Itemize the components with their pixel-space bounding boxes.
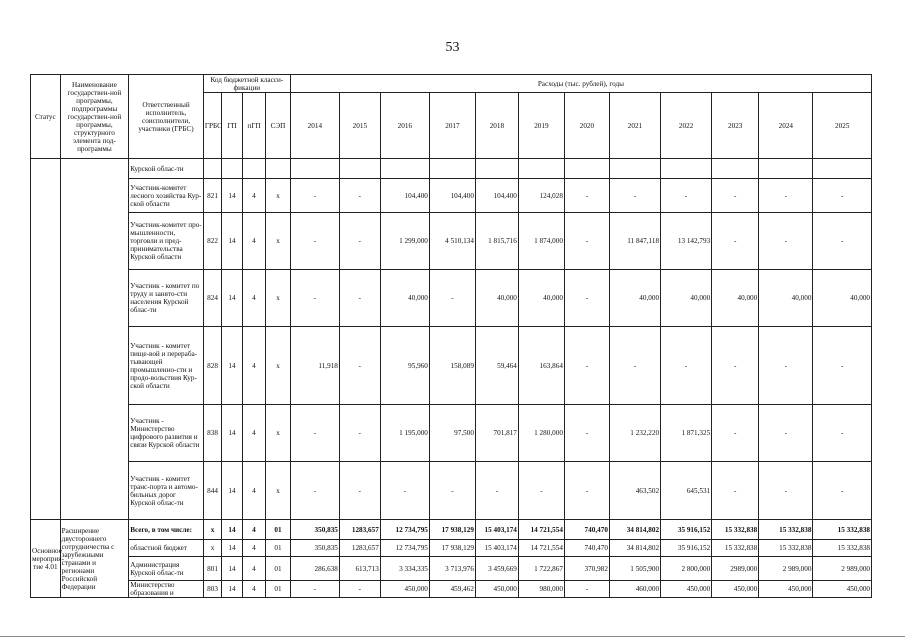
value-cell: 1 280,000 [518, 405, 564, 462]
value-cell: 1 505,900 [609, 557, 660, 581]
value-cell: - [712, 462, 759, 520]
value-cell: 15 403,174 [475, 540, 518, 557]
value-cell: - [759, 327, 813, 405]
value-cell: 645,531 [661, 462, 712, 520]
code-cell: 801 [203, 557, 221, 581]
value-cell: 15 403,174 [475, 520, 518, 540]
responsible-cell: Администрация Курской облас-ти [129, 557, 204, 581]
value-cell [339, 159, 380, 179]
value-cell: - [564, 213, 609, 270]
value-cell: - [339, 270, 380, 327]
code-cell: х [266, 270, 291, 327]
code-cell: 14 [222, 520, 242, 540]
value-cell: - [564, 581, 609, 598]
value-cell: 40,000 [712, 270, 759, 327]
value-cell: 450,000 [712, 581, 759, 598]
value-cell: - [759, 462, 813, 520]
value-cell: - [429, 462, 475, 520]
code-cell [266, 159, 291, 179]
value-cell [518, 159, 564, 179]
value-cell: - [759, 179, 813, 213]
value-cell: 163,864 [518, 327, 564, 405]
code-cell: 14 [222, 270, 242, 327]
value-cell: 459,462 [429, 581, 475, 598]
code-cell: 822 [203, 213, 221, 270]
value-cell: 15 332,838 [759, 520, 813, 540]
value-cell: 59,464 [475, 327, 518, 405]
value-cell: 14 721,554 [518, 540, 564, 557]
value-cell: 1283,657 [339, 540, 380, 557]
measure-row [31, 540, 872, 557]
code-cell: 4 [242, 327, 266, 405]
year-header: 2025 [813, 93, 872, 159]
value-cell: - [712, 405, 759, 462]
value-cell: 2 989,000 [759, 557, 813, 581]
code-cell: х [266, 327, 291, 405]
code-cell: 14 [222, 327, 242, 405]
responsible-cell: Участник-комитет про-мышленности, торговли и пред-принимательства Курской области [129, 213, 204, 270]
status-cell: Основное мероприя-тие 4.01 [31, 520, 61, 598]
responsible-cell: Всего, в том числе: [129, 520, 204, 540]
code-cell: 821 [203, 179, 221, 213]
value-cell: 40,000 [380, 270, 429, 327]
value-cell: 40,000 [661, 270, 712, 327]
value-cell: - [759, 405, 813, 462]
responsible-cell: Участник - Министерство цифрового развития и связи Курской области [129, 405, 204, 462]
value-cell [429, 159, 475, 179]
value-cell: 13 142,793 [661, 213, 712, 270]
value-cell: 350,835 [290, 520, 339, 540]
budget-code-header: Код бюджетной класси-фикации [203, 75, 290, 93]
value-cell: 460,000 [609, 581, 660, 598]
value-cell: - [712, 213, 759, 270]
value-cell: 1 299,000 [380, 213, 429, 270]
value-cell: 104,400 [475, 179, 518, 213]
responsible-cell: Участник - комитет по труду и занято-сти населения Курской облас-ти [129, 270, 204, 327]
value-cell: - [339, 462, 380, 520]
status-cell-empty [31, 159, 61, 520]
value-cell: 15 332,838 [712, 540, 759, 557]
value-cell: - [564, 270, 609, 327]
value-cell: - [339, 405, 380, 462]
value-cell [475, 159, 518, 179]
name-cell: Расширение двустороннего сотрудничества с зарубежными странами и регионами Российской Федерации [60, 520, 129, 598]
value-cell: 613,713 [339, 557, 380, 581]
value-cell: 3 459,669 [475, 557, 518, 581]
value-cell: 104,400 [380, 179, 429, 213]
measure-row [31, 557, 872, 581]
value-cell: - [290, 270, 339, 327]
value-cell: 40,000 [475, 270, 518, 327]
code-cell: 4 [242, 213, 266, 270]
value-cell: 158,089 [429, 327, 475, 405]
value-cell: - [661, 179, 712, 213]
value-cell: 17 938,129 [429, 520, 475, 540]
value-cell: 3 334,335 [380, 557, 429, 581]
value-cell: 97,500 [429, 405, 475, 462]
table-row [31, 159, 872, 179]
value-cell: - [339, 327, 380, 405]
value-cell: 980,000 [518, 581, 564, 598]
value-cell: 15 332,838 [813, 540, 872, 557]
code-header: пГП [242, 93, 266, 159]
value-cell: 11,918 [290, 327, 339, 405]
code-cell: 14 [222, 179, 242, 213]
value-cell: 14 721,554 [518, 520, 564, 540]
responsible-header: Ответственный исполнитель, соисполнители, участники (ГРБС) [129, 75, 204, 159]
table-row [31, 327, 872, 405]
year-header: 2018 [475, 93, 518, 159]
value-cell: - [609, 327, 660, 405]
status-header: Статус [31, 75, 61, 159]
name-header: Наименование государствен-ной программы, подпрограммы государствен-ной программы, структурного элемента под-программы [60, 75, 129, 159]
value-cell: 40,000 [813, 270, 872, 327]
value-cell: 1 722,867 [518, 557, 564, 581]
value-cell: - [339, 581, 380, 598]
value-cell: 17 938,129 [429, 540, 475, 557]
code-cell: 14 [222, 540, 242, 557]
value-cell: - [661, 327, 712, 405]
value-cell: - [759, 213, 813, 270]
value-cell: 40,000 [609, 270, 660, 327]
responsible-cell: Участник - комитет пище-вой и перераба-тывающей промышленно-сти и продо-вольствия Кур-ской области [129, 327, 204, 405]
value-cell: 1 195,000 [380, 405, 429, 462]
value-cell: - [609, 179, 660, 213]
value-cell: - [339, 179, 380, 213]
code-cell: 01 [266, 540, 291, 557]
value-cell: - [339, 213, 380, 270]
code-cell: 4 [242, 557, 266, 581]
expenses-header: Расходы (тыс. рублей), годы [290, 75, 871, 93]
responsible-cell: Участник - комитет транс-порта и автомо-бильных дорог Курской облас-ти [129, 462, 204, 520]
value-cell [290, 159, 339, 179]
value-cell: 2989,000 [712, 557, 759, 581]
code-cell: х [203, 520, 221, 540]
value-cell: 3 713,976 [429, 557, 475, 581]
code-cell: 844 [203, 462, 221, 520]
value-cell: 35 916,152 [661, 520, 712, 540]
value-cell: - [290, 581, 339, 598]
value-cell: 11 847,118 [609, 213, 660, 270]
value-cell: 370,982 [564, 557, 609, 581]
table-row [31, 213, 872, 270]
value-cell: 34 814,802 [609, 540, 660, 557]
page-number: 53 [445, 40, 460, 55]
code-cell: 4 [242, 270, 266, 327]
value-cell: 124,028 [518, 179, 564, 213]
year-header: 2017 [429, 93, 475, 159]
header-row [31, 75, 872, 93]
value-cell: - [290, 179, 339, 213]
code-cell: х [266, 179, 291, 213]
code-cell: 828 [203, 327, 221, 405]
code-cell: 14 [222, 557, 242, 581]
code-header: СЭП [266, 93, 291, 159]
value-cell: - [564, 179, 609, 213]
value-cell: - [813, 327, 872, 405]
table-row [31, 405, 872, 462]
value-cell: 1 232,220 [609, 405, 660, 462]
value-cell: - [475, 462, 518, 520]
value-cell [609, 159, 660, 179]
value-cell: 12 734,795 [380, 540, 429, 557]
year-header: 2019 [518, 93, 564, 159]
value-cell: 1283,657 [339, 520, 380, 540]
code-cell [203, 159, 221, 179]
code-cell: 4 [242, 581, 266, 598]
code-cell: х [203, 540, 221, 557]
value-cell: 12 734,795 [380, 520, 429, 540]
value-cell: 40,000 [759, 270, 813, 327]
value-cell: 95,960 [380, 327, 429, 405]
value-cell: - [564, 405, 609, 462]
value-cell: 350,835 [290, 540, 339, 557]
code-cell: 4 [242, 540, 266, 557]
value-cell [380, 159, 429, 179]
code-cell: 4 [242, 520, 266, 540]
code-cell [242, 159, 266, 179]
value-cell: 15 332,838 [712, 520, 759, 540]
table-row [31, 462, 872, 520]
code-cell: х [266, 462, 291, 520]
code-cell: 14 [222, 213, 242, 270]
value-cell: - [290, 405, 339, 462]
value-cell: 34 814,802 [609, 520, 660, 540]
responsible-cell: Участник-комитет лесного хозяйства Кур-ской области [129, 179, 204, 213]
code-cell: 824 [203, 270, 221, 327]
name-cell-empty [60, 159, 129, 520]
responsible-cell: Курской облас-ти [129, 159, 204, 179]
value-cell [564, 159, 609, 179]
table-row [31, 179, 872, 213]
code-cell: 803 [203, 581, 221, 598]
code-cell: 14 [222, 462, 242, 520]
value-cell: - [290, 462, 339, 520]
value-cell: 35 916,152 [661, 540, 712, 557]
value-cell [759, 159, 813, 179]
value-cell: 463,502 [609, 462, 660, 520]
value-cell: 1 815,716 [475, 213, 518, 270]
value-cell: - [380, 462, 429, 520]
code-cell [222, 159, 242, 179]
year-header: 2022 [661, 93, 712, 159]
value-cell: - [813, 405, 872, 462]
value-cell: 450,000 [813, 581, 872, 598]
code-cell: 4 [242, 462, 266, 520]
code-cell: х [266, 213, 291, 270]
value-cell: 701,817 [475, 405, 518, 462]
value-cell [813, 159, 872, 179]
value-cell: - [712, 327, 759, 405]
value-cell: - [290, 213, 339, 270]
value-cell: 1 871,325 [661, 405, 712, 462]
value-cell: 1 874,000 [518, 213, 564, 270]
year-header: 2015 [339, 93, 380, 159]
value-cell: - [429, 270, 475, 327]
value-cell: 2 800,000 [661, 557, 712, 581]
code-header: ГРБС [203, 93, 221, 159]
responsible-cell: областной бюджет [129, 540, 204, 557]
value-cell: 450,000 [661, 581, 712, 598]
code-header: ГП [222, 93, 242, 159]
code-cell: 14 [222, 405, 242, 462]
value-cell: 104,400 [429, 179, 475, 213]
year-header: 2024 [759, 93, 813, 159]
value-cell: - [564, 327, 609, 405]
table-body [31, 75, 872, 598]
value-cell: - [564, 462, 609, 520]
value-cell: 740,470 [564, 520, 609, 540]
code-cell: 4 [242, 179, 266, 213]
value-cell: 450,000 [759, 581, 813, 598]
code-cell: 01 [266, 557, 291, 581]
value-cell: - [813, 179, 872, 213]
expenses-table [30, 74, 872, 598]
value-cell: 15 332,838 [759, 540, 813, 557]
measure-row [31, 581, 872, 598]
code-cell: 14 [222, 581, 242, 598]
value-cell: - [813, 213, 872, 270]
responsible-cell: Министерство образования и [129, 581, 204, 598]
year-header: 2023 [712, 93, 759, 159]
value-cell [712, 159, 759, 179]
code-cell: 01 [266, 581, 291, 598]
page-edge-line [0, 636, 905, 637]
year-header: 2020 [564, 93, 609, 159]
value-cell: - [712, 179, 759, 213]
measure-row [31, 520, 872, 540]
code-cell: 4 [242, 405, 266, 462]
value-cell: 450,000 [380, 581, 429, 598]
value-cell: 450,000 [475, 581, 518, 598]
value-cell: 740,470 [564, 540, 609, 557]
code-cell: х [266, 405, 291, 462]
value-cell: 15 332,838 [813, 520, 872, 540]
value-cell: 2 989,000 [813, 557, 872, 581]
year-header: 2014 [290, 93, 339, 159]
table-row [31, 270, 872, 327]
value-cell: 286,638 [290, 557, 339, 581]
value-cell: 40,000 [518, 270, 564, 327]
value-cell: 4 510,134 [429, 213, 475, 270]
code-cell: 01 [266, 520, 291, 540]
value-cell [661, 159, 712, 179]
code-cell: 838 [203, 405, 221, 462]
value-cell: - [518, 462, 564, 520]
value-cell: - [813, 462, 872, 520]
year-header: 2021 [609, 93, 660, 159]
year-header: 2016 [380, 93, 429, 159]
